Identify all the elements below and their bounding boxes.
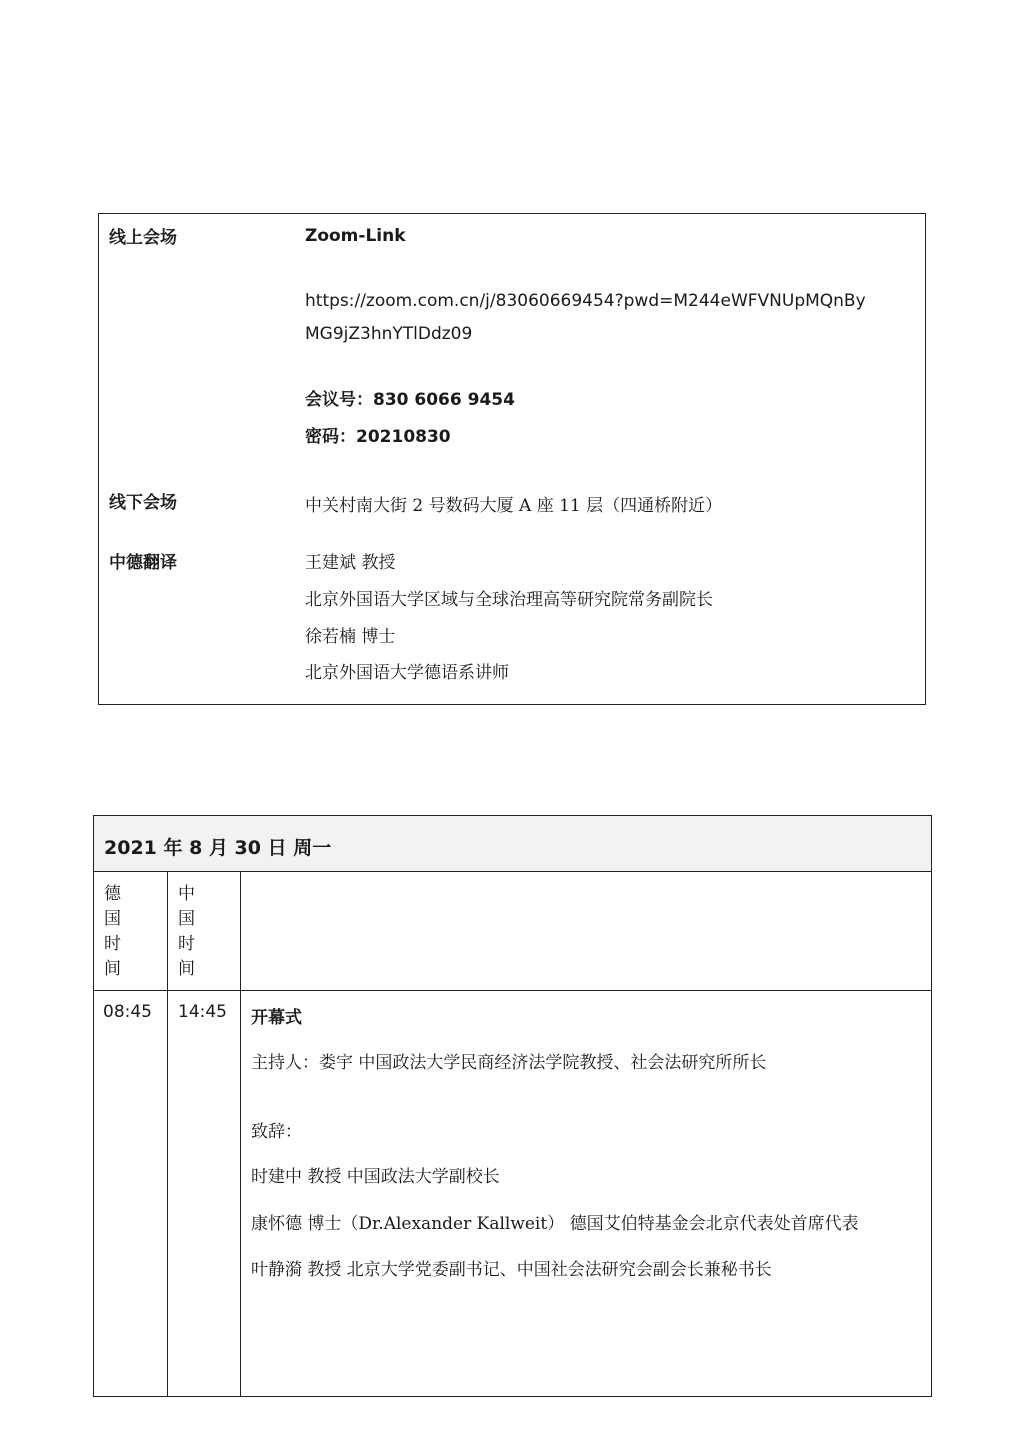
china-time: 14:45 — [178, 1002, 227, 1022]
zoom-url-line-1[interactable]: https://zoom.com.cn/j/83060669454?pwd=M244eWFVNUpMQnBy — [305, 291, 866, 311]
online-venue-label: 线上会场 — [109, 228, 177, 248]
schedule-table — [93, 815, 932, 1397]
speaker: 叶静漪 教授 北京大学党委副书记、中国社会法研究会副会长兼秘书长 — [251, 1260, 772, 1280]
offline-venue-label: 线下会场 — [109, 493, 177, 513]
translator-name: 徐若楠 博士 — [305, 627, 396, 647]
zoom-url-line-2[interactable]: MG9jZ3hnYTlDdz09 — [305, 324, 473, 344]
column-header-germany-time: 德国时间 — [104, 884, 121, 979]
offline-address: 中关村南大街 2 号数码大厦 A 座 11 层（四通桥附近） — [305, 496, 723, 516]
meeting-id: 会议号：830 6066 9454 — [305, 390, 515, 410]
session-title: 开幕式 — [251, 1008, 302, 1028]
column-divider — [240, 872, 241, 1396]
column-header-china-time: 中国时间 — [178, 884, 195, 979]
translator-name: 王建斌 教授 — [305, 553, 396, 573]
zoom-link-title: Zoom-Link — [305, 226, 406, 246]
germany-time: 08:45 — [103, 1002, 152, 1022]
translator-affiliation: 北京外国语大学德语系讲师 — [305, 663, 509, 683]
translator-affiliation: 北京外国语大学区域与全球治理高等研究院常务副院长 — [305, 590, 713, 610]
speech-label: 致辞： — [251, 1122, 302, 1142]
meeting-password: 密码：20210830 — [305, 427, 451, 447]
column-divider — [167, 872, 168, 1396]
speaker: 康怀德 博士（Dr.Alexander Kallweit） 德国艾伯特基金会北京代表处首席代表 — [251, 1214, 859, 1234]
venue-info-table — [98, 213, 926, 705]
schedule-date: 2021 年 8 月 30 日 周一 — [104, 837, 332, 859]
translation-label: 中德翻译 — [109, 553, 177, 573]
row-divider — [94, 990, 931, 991]
speaker: 时建中 教授 中国政法大学副校长 — [251, 1167, 500, 1187]
schedule-header — [94, 816, 931, 872]
session-host: 主持人：娄宇 中国政法大学民商经济法学院教授、社会法研究所所长 — [251, 1053, 767, 1073]
